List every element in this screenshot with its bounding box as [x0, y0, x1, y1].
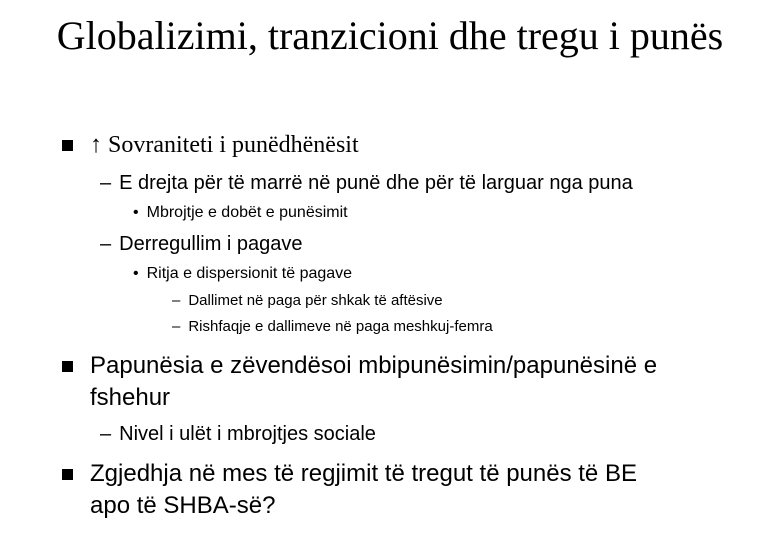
- bullet-1-sub-1-text: E drejta për të marrë në punë dhe për të larguar nga puna: [119, 172, 633, 194]
- slide-title: Globalizimi, tranzicioni dhe tregu i punës: [56, 13, 724, 58]
- bullet-3-line-1: Zgjedhja në mes të regjimit të tregut të punës të BE: [90, 460, 637, 487]
- bullet-square-icon: [62, 469, 73, 480]
- bullet-1-text: ↑ Sovraniteti i punëdhënësit: [90, 132, 359, 158]
- bullet-1-sub-2-point: [133, 264, 352, 284]
- bullet-1-sub-2-point-text: Ritja e dispersionit të pagave: [146, 265, 353, 282]
- bullet-1-sub-2-text: Derregullim i pagave: [119, 233, 303, 255]
- bullet-1-sub-1-point-text: Mbrojtje e dobët e punësimit: [146, 204, 348, 221]
- bullet-1-sub-2: [100, 232, 303, 256]
- dot-marker: •: [133, 265, 139, 282]
- bullet-1-sub-2-detail-2: [172, 317, 493, 337]
- bullet-3-line-2: apo të SHBA-së?: [90, 492, 276, 519]
- dash-marker: –: [100, 233, 112, 255]
- bullet-1-sub-1: [100, 171, 633, 195]
- dash-marker: –: [172, 292, 181, 309]
- detail-2-text: Rishfaqje e dallimeve në paga meshkuj-femra: [188, 318, 493, 335]
- bullet-2-line-1: Papunësia e zëvendësoi mbipunësimin/papunësinë e: [90, 352, 658, 379]
- bullet-2-sub: [100, 422, 376, 446]
- bullet-2-sub-text: Nivel i ulët i mbrojtjes sociale: [119, 423, 376, 445]
- bullet-2-line-2: fshehur: [90, 384, 171, 411]
- dash-marker: –: [100, 172, 112, 194]
- bullet-square-icon: [62, 140, 73, 151]
- dot-marker: •: [133, 204, 139, 221]
- bullet-1-sub-1-point: [133, 203, 348, 223]
- bullet-square-icon: [62, 361, 73, 372]
- dash-marker: –: [100, 423, 112, 445]
- dash-marker: –: [172, 318, 181, 335]
- bullet-1-sub-2-detail-1: [172, 291, 443, 311]
- detail-1-text: Dallimet në paga për shkak të aftësive: [188, 292, 443, 309]
